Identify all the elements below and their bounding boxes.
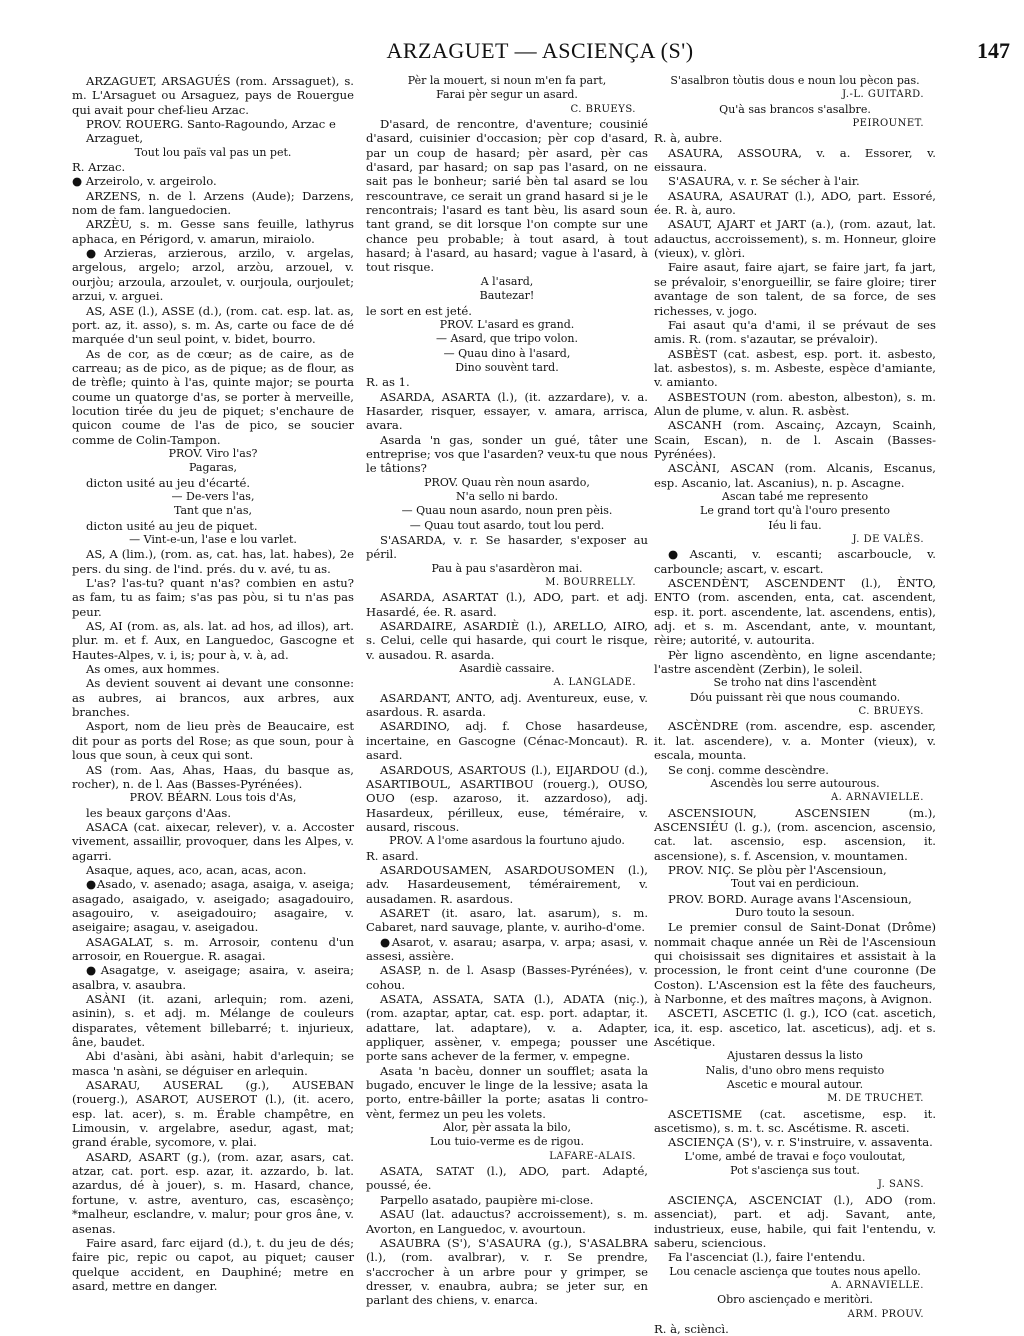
quotation-line: Pot s'asciença sus tout.: [730, 1164, 860, 1178]
dictionary-entry: ASAUT, AJART et JART (a.), (rom. azaut, lat. adauctus, accroissement), s. m. Honneur, gloire (vieux), v. glòri.: [654, 217, 936, 261]
quotation-line: Bautezar!: [479, 289, 535, 303]
dictionary-entry: As devient souvent ai devant une consonne: as aubres, ai brancos, aux arbres, aux branches.: [72, 676, 354, 720]
dictionary-entry: ASCENSIOUN, ASCENSIEN (m.), ASCENSIÉU (l. g.), (rom. ascencion, ascensio, cat. lat. ascensio, esp. ascension, it. ascensione), s. f. Ascension, v. mountamen.: [654, 805, 936, 863]
quotation-line: PROV. A l'ome asardous la fourtuno ajudo.: [389, 834, 625, 848]
dictionary-entry: Fai asaut qu'a d'ami, il se prévaut de ses amis. R. (rom. s'azautar, se prévaloir).: [654, 317, 936, 347]
dictionary-entry: ASARDAIRE, ASARDIÈ (l.), ARELLO, AIRO, s. Celui, celle qui hasarde, qui court le risque, v. ausadou. R. asarda.: [366, 619, 648, 662]
dictionary-entry: ASBESTOUN (rom. abeston, albeston), s. m. Alun de plume, v. alun. R. asbèst.: [654, 389, 936, 418]
dictionary-entry: ASARDOUS, ASARTOUS (l.), EIJARDOU (d.), ASARTIBOUL, ASARTIBOU (rouerg.), OUSO, OUO (esp. azaroso, it. azzardoso), adj. Hasardeux, périlleux, euse, téméraire, v. ausard, riscous.: [366, 762, 648, 834]
quotation-line: Farai pèr segur un asard.: [436, 88, 578, 102]
quotation-author: J. SANS.: [877, 1179, 924, 1191]
quotation-line: Lou tuio-verme es de rigou.: [429, 1135, 584, 1149]
quotation-line: Alor, pèr assata la bilo,: [442, 1121, 572, 1135]
dictionary-entry: ASCIENÇA, ASCENCIAT (l.), ADO (rom. assenciat), part. et adj. Savant, ante, industrieux, euse, habile, qui fait l'entendu, v. saberu, sciencious.: [654, 1192, 936, 1250]
dictionary-entry: Faire asaut, faire ajart, se faire jart, fa jart, se prévaloir, s'enorgueillir, se faire gloire; tirer avantage de son talent, de sa force, de ses richesses, v. jogo.: [654, 260, 936, 318]
quotation-line: Dino souvènt tard.: [455, 360, 559, 374]
quotation-line: Ascetic e moural autour.: [726, 1078, 864, 1092]
dictionary-entry: ASAU (lat. adauctus? accroissement), s. m. Avorton, en Languedoc, v. avourtoun.: [366, 1207, 648, 1236]
dictionary-entry: ●Arzieras, arzierous, arzilo, v. argelas, argelous, argelo; arzol, arzòu, arzouel, v. ourjòu; arzoula, arzoulet, v. ourjoula, ourjoulet; arzui, v. arguei.: [72, 246, 354, 304]
dictionary-entry: Fa l'ascenciat (l.), faire l'entendu.: [668, 1250, 866, 1265]
dictionary-entry: Asaque, aques, aco, acan, acas, acon.: [86, 862, 307, 877]
quotation-line: Tout lou païs val pas un pet.: [134, 145, 292, 159]
quotation-line: Obro asciençado e meritòri.: [717, 1293, 873, 1307]
quotation-line: — Asard, que tripo volon.: [436, 332, 578, 346]
dictionary-entry: ASARDANT, ANTO, adj. Aventureux, euse, v. asardous. R. asarda.: [366, 690, 648, 720]
quotation-line: PROV. L'asard es grand.: [439, 317, 575, 331]
dictionary-entry: les beaux garçons d'Aas.: [86, 805, 232, 820]
dictionary-entry: ASASP, n. de l. Asasp (Basses-Pyrénées), v. cohou.: [366, 963, 648, 992]
dictionary-entry: ●Asagatge, v. aseigage; asaira, v. aseira; asalbra, v. asaubra.: [72, 963, 354, 992]
quotation-line: Ajustaren dessus la listo: [727, 1049, 863, 1063]
dictionary-entry: ●Asarot, v. asarau; asarpa, v. arpa; asasi, v. assesi, assière.: [366, 934, 648, 963]
dictionary-entry: R. à, scièncì.: [654, 1321, 729, 1336]
quotation-author: A. LANGLADE.: [553, 677, 636, 689]
dictionary-entry: ASCENDÈNT, ASCENDENT (l.), ÈNTO, ENTO (rom. ascenden, enta, cat. ascendent, esp. it. port. ascendente, lat. ascendens, entis), adj. et s. m. Ascendant, ante, v. mountant, rèire; autorité, v. autourita.: [654, 576, 936, 648]
dictionary-entry: Asarda 'n gas, sonder un gué, tâter une entreprise; vos que l'asarden? veux-tu que nous le tâtions?: [366, 432, 648, 476]
quotation-line: Iéu li fau.: [768, 518, 822, 532]
quotation-author: C. BRUEYS.: [858, 706, 924, 718]
quotation-line: — Quau dino à l'asard,: [443, 346, 571, 360]
dictionary-entry: ASATA, SATAT (l.), ADO, part. Adapté, poussé, ée.: [366, 1164, 648, 1193]
dictionary-entry: ASACA (cat. aixecar, relever), v. a. Accoster vivement, assaillir, provoquer, dans les Alpes, v. agarri.: [72, 819, 354, 863]
dictionary-entry: Se conj. comme descèndre.: [668, 762, 829, 777]
dictionary-entry: ASCIENÇA (S'), v. r. S'instruire, v. assaventa.: [668, 1135, 933, 1150]
quotation-line: PROV. Viro l'as?: [168, 446, 258, 460]
dictionary-entry: S'ASAURA, v. r. Se sécher à l'air.: [668, 174, 860, 189]
dictionary-entry: le sort en est jeté.: [366, 303, 472, 318]
column-middle: [366, 74, 648, 1308]
dictionary-entry: ASCÀNI, ASCAN (rom. Alcanis, Escanus, esp. Ascanio, lat. Ascanius), n. p. Ascagne.: [654, 461, 936, 490]
dictionary-entry: AS, ASE (l.), ASSE (d.), (rom. cat. esp. lat. as, port. az, it. asso), s. m. As, carte ou face de dé marquée d'un seul point, v. bidet, bourro.: [72, 303, 354, 347]
dictionary-entry: L'as? l'as-tu? quant n'as? combien en astu? as fam, tu as faim; s'as pas pòu, si tu n'as pas peur.: [72, 576, 354, 619]
dictionary-entry: ASAURA, ASSOURA, v. a. Essorer, v. eissaura.: [654, 145, 936, 175]
quotation-line: Nalis, d'uno obro mens requisto: [705, 1063, 885, 1077]
quotation-line: — Vint-e-un, l'ase e lou varlet.: [129, 533, 297, 546]
quotation-line: Tant que n'as,: [174, 504, 252, 518]
dictionary-entry: ASARAU, AUSERAL (g.), AUSEBAN (rouerg.), ASAROT, AUSEROT (l.), (it. acero, esp. lat. acer), s. m. Érable champêtre, en Limousin, v. argelabre, asedur, agast, mat; grand érable, sycomore, v. plai.: [72, 1078, 354, 1150]
dictionary-entry: ARZÈU, s. m. Gesse sans feuille, lathyrus aphaca, en Périgord, v. amarun, miraiolo.: [72, 217, 354, 246]
quotation-line: PROV. Quau rèn noun asardo,: [424, 475, 590, 489]
quotation-author: J.-L. GUITARD.: [842, 89, 924, 101]
quotation-author: PEIROUNET.: [852, 118, 924, 130]
quotation-line: PROV. NIÇ. Se plòu pèr l'Ascensioun,: [668, 862, 887, 877]
dictionary-entry: As omes, aux hommes.: [86, 662, 220, 677]
quotation-author: ARM. PROUV.: [847, 1308, 924, 1320]
dictionary-entry: ●Ascanti, v. escanti; ascarboucle, v. carbouncle; ascart, v. escart.: [654, 547, 936, 576]
quotation-line: N'a sello ni bardo.: [456, 489, 558, 503]
dictionary-entry: S'ASARDA, v. r. Se hasarder, s'exposer au péril.: [366, 533, 648, 562]
dictionary-entry: ASÀNI (it. azani, arlequin; rom. azeni, asinin), s. et adj. m. Mélange de couleurs disparates, vêtement billebarré; t. injurieux, âne, baudet.: [72, 992, 354, 1050]
quotation-line: — Quau tout asardo, tout lou perd.: [409, 518, 605, 532]
quotation-line: Se troho nat dins l'ascendènt: [713, 676, 877, 690]
quotation-line: PROV. BORD. Aurage avans l'Ascensioun,: [668, 891, 912, 906]
dictionary-entry: ASARET (it. asaro, lat. asarum), s. m. Cabaret, nard sauvage, plante, v. auriho-d'ome.: [366, 905, 648, 935]
dictionary-entry: ASAUBRA (S'), S'ASAURA (g.), S'ASALBRA (l.), (rom. avalbrar), v. r. Se prendre, s'accrocher à un arbre pour y grimper, se dresser, v. enaubra, aubra; se jeter sur, en parlant des chiens, v. enarca.: [366, 1235, 648, 1308]
quotation-line: PROV. BÉARN. Lous tois d'As,: [129, 791, 297, 805]
dictionary-entry: ASARDA, ASARTAT (l.), ADO, part. et adj. Hasardé, ée. R. asard.: [366, 590, 648, 619]
dictionary-entry: Asport, nom de lieu près de Beaucaire, est dit pour as ports del Rose; as que soun, pour à lous que soun, à ceux qui sont.: [72, 719, 354, 763]
dictionary-entry: As de cor, as de cœur; as de caire, as de carreau; as de pico, as de pique; as de flour, as de trèfle; quinto à l'as, quinte major; se pourta coume un quatorge d'as, se porter à merveille, locution tirée du jeu de piquet; s'enchaure de quicon coume de l'as de pico, se soucier comme de Colin-Tampon.: [72, 346, 354, 447]
page-header: [70, 38, 1010, 78]
dictionary-entry: Pèr ligno ascendènto, en ligne ascendante; l'astre ascendènt (Zerbin), le soleil.: [654, 647, 936, 677]
dictionary-entry: ●Asado, v. asenado; asaga, asaiga, v. aseiga; asagado, asaigado, v. aseigado; asagadouiro, asagouiro, v. aseigadouiro; asagaire, v. aseigaire; asagau, v. aseigadou.: [72, 877, 354, 935]
dictionary-entry: AS (rom. Aas, Ahas, Haas, du basque as, rocher), n. de l. Aas (Basses-Pyrénées).: [72, 762, 354, 791]
quotation-author: A. ARNAVIELLE.: [830, 792, 924, 804]
dictionary-entry: ASAURA, ASAURAT (l.), ADO, part. Essoré, ée. R. à, auro.: [654, 188, 936, 218]
dictionary-entry: R. asard.: [366, 848, 419, 863]
dictionary-entry: Faire asard, farc eijard (d.), t. du jeu de dés; faire pic, repic ou capot, au piquet; causer quelque accident, en Dauphiné; metre en asard, mettre en danger.: [72, 1235, 354, 1293]
quotation-line: — Quau noun asardo, noun pren pèis.: [401, 504, 613, 518]
dictionary-entry: ASAGALAT, s. m. Arrosoir, contenu d'un arrosoir, en Rouergue. R. asagai.: [72, 934, 354, 963]
quotation-line: Pau à pau s'asardèron mai.: [431, 561, 583, 575]
column-left: [72, 74, 354, 1293]
dictionary-entry: R. as 1.: [366, 375, 410, 390]
quotation-line: A l'asard,: [480, 274, 534, 288]
dictionary-entry: ASATA, ASSATA, SATA (l.), ADATA (niç.), (rom. azaptar, aptar, cat. esp. port. adaptar, it. adattare, lat. adaptare), v. a. Adapter, appliquer, assèner, v. empega; pousser une porte sans achever de la fermer, v. empegne.: [366, 992, 648, 1064]
dictionary-entry: D'asard, de rencontre, d'aventure; cousinié d'asard, cuisinier d'occasion; pèr cop d'asard, par un coup de hasard; pèr asard, pèr cas d'asard, par hasard; on sap pas l'asard, on ne sait pas le bonheur; sarié bèn tal asard se lou rescountrave, ce serait un grand hasard si je le rencontrais; l'asard es tant bèu, lis asard soun tant grand, se dit lorsque l'on compte sur une chance peu probable; à tout asard, à tout hasard; à l'asard, au hasard; vague à l'asard, à tout risque.: [366, 117, 648, 275]
quotation-line: Asardiè cassaire.: [459, 662, 555, 676]
quotation-author: C. BRUEYS.: [570, 103, 636, 115]
dictionary-entry: ASCETISME (cat. ascetisme, esp. it. ascetismo), s. m. t. sc. Ascétisme. R. asceti.: [654, 1106, 936, 1136]
running-title: ARZAGUET — ASCIENÇA (S'): [386, 38, 694, 63]
dictionary-entry: ARZAGUET, ARSAGUÉS (rom. Arssaguet), s. m. L'Arsaguet ou Arsaguez, pays de Rouergue qui avait pour chef-lieu Arzac.: [72, 74, 354, 117]
quotation-line: Dóu puissant rèi que nous coumando.: [689, 690, 901, 704]
dictionary-entry: ASARDINO, adj. f. Chose hasardeuse, incertaine, en Gascogne (Cénac-Moncaut). R. asard.: [366, 719, 648, 763]
dictionary-entry: ARZENS, n. de l. Arzens (Aude); Darzens, nom de fam. languedocien.: [72, 188, 354, 218]
quotation-line: Qu'à sas brancos s'asalbre.: [719, 102, 871, 116]
dictionary-entry: ● Arzeirolo, v. argeirolo.: [72, 174, 217, 189]
quotation-line: Lou cenacle asciença que toutes nous apello.: [669, 1264, 921, 1278]
dictionary-entry: dicton usité au jeu de piquet.: [86, 518, 258, 533]
quotation-author: J. DE VALÈS.: [852, 534, 924, 545]
quotation-line: Ascan tabé me represento: [721, 489, 869, 503]
quotation-line: Pagaras,: [188, 461, 238, 475]
dictionary-entry: R. Arzac.: [72, 160, 126, 175]
quotation-author: M. DE TRUCHET.: [827, 1093, 924, 1105]
dictionary-entry: ASARDOUSAMEN, ASARDOUSOMEN (l.), adv. Hasardeusement, témérairement, v. ausadamen. R. asardous.: [366, 862, 648, 906]
dictionary-entry: AS, AI (rom. as, als. lat. ad hos, ad illos), art. plur. m. et f. Aux, en Languedoc, Gascogne et Hautes-Alpes, v. i, is; pour à, v. à, ad.: [72, 619, 354, 662]
quotation-line: PROV. ROUERG. Santo-Ragoundo, Arzac e Arzaguet,: [86, 117, 336, 146]
quotation-line: Duro touto la sesoun.: [735, 905, 855, 919]
quotation-line: L'ome, ambé de travai e foço vouloutat,: [684, 1149, 906, 1163]
dictionary-entry: ASCÈNDRE (rom. ascendre, esp. ascender, it. lat. ascendere), v. a. Monter (vieux), v. escala, mounta.: [654, 719, 936, 763]
dictionary-entry: ASBÈST (cat. asbest, esp. port. it. asbesto, lat. asbestos), s. m. Asbeste, espèce d'amiante, v. amianto.: [654, 346, 936, 390]
quotation-line: Pèr la mouert, si noun m'en fa part,: [407, 74, 607, 87]
page-number: 147: [977, 38, 1010, 63]
quotation-author: LAFARE-ALAIS.: [549, 1150, 636, 1162]
quotation-line: Ascendès lou serre autourous.: [710, 776, 880, 790]
quotation-line: Tout vai en perdicioun.: [730, 877, 860, 891]
dictionary-entry: AS, A (lim.), (rom. as, cat. has, lat. habes), 2e pers. du sing. de l'ind. prés. du v. avé, tu as.: [72, 547, 354, 576]
dictionary-entry: dicton usité au jeu d'écarté.: [86, 475, 251, 490]
quotation-author: A. ARNAVIELLE.: [830, 1279, 924, 1291]
dictionary-entry: ASCANH (rom. Ascainç, Azcayn, Scainh, Scain, Escan), n. de l. Ascain (Basses-Pyrénées).: [654, 418, 936, 461]
quotation-line: Le grand tort qu'à l'ouro presento: [700, 504, 890, 518]
dictionary-entry: ASARDA, ASARTA (l.), (it. azzardare), v. a. Hasarder, risquer, essayer, v. amara, arrisca, avara.: [366, 389, 648, 433]
dictionary-entry: Asata 'n bacèu, donner un soufflet; asata la bugado, encuver le linge de la lessive; asata la porto, entre-bâiller la porte; asatas li contro-vènt, fermez un peu les volets.: [366, 1063, 648, 1121]
quotation-author: M. BOURRELLY.: [545, 577, 636, 589]
dictionary-entry: ASCETI, ASCETIC (l. g.), ICO (cat. ascetich, ica, it. esp. ascetico, lat. asceticus), adj. et s. Ascétique.: [654, 1006, 936, 1050]
dictionary-entry: Parpello asatado, paupière mi-close.: [380, 1192, 594, 1207]
dictionary-entry: R. à, aubre.: [654, 131, 723, 146]
quotation-line: S'asalbron tòutis dous e noun lou pècon pas.: [670, 74, 920, 87]
quotation-line: — De-vers l'as,: [171, 489, 255, 503]
dictionary-entry: Le premier consul de Saint-Donat (Drôme) nommait chaque année un Rèi de l'Ascensioun qui choisissait ses dignitaires et assistait à la procession, le front ceint d'une couronne (De Coston). L'Ascension est la fête des faucheurs, à Narbonne, et des maîtres maçons, à Avignon.: [654, 920, 936, 1006]
dictionary-entry: Abi d'asàni, àbi asàni, habit d'arlequin; se masca 'n asàni, se déguiser en arlequin.: [72, 1049, 354, 1078]
column-right: [654, 74, 936, 1336]
dictionary-entry: ASARD, ASART (g.), (rom. azar, asars, cat. atzar, cat. port. esp. azar, it. azzardo, b. lat. azardus, dé à jouer), s. m. Hasard, chance, fortune, v. astre, aventuro, cas, escasènço; *malheur, esclandre, v. malur; pour gros âne, v. asenas.: [72, 1149, 354, 1236]
